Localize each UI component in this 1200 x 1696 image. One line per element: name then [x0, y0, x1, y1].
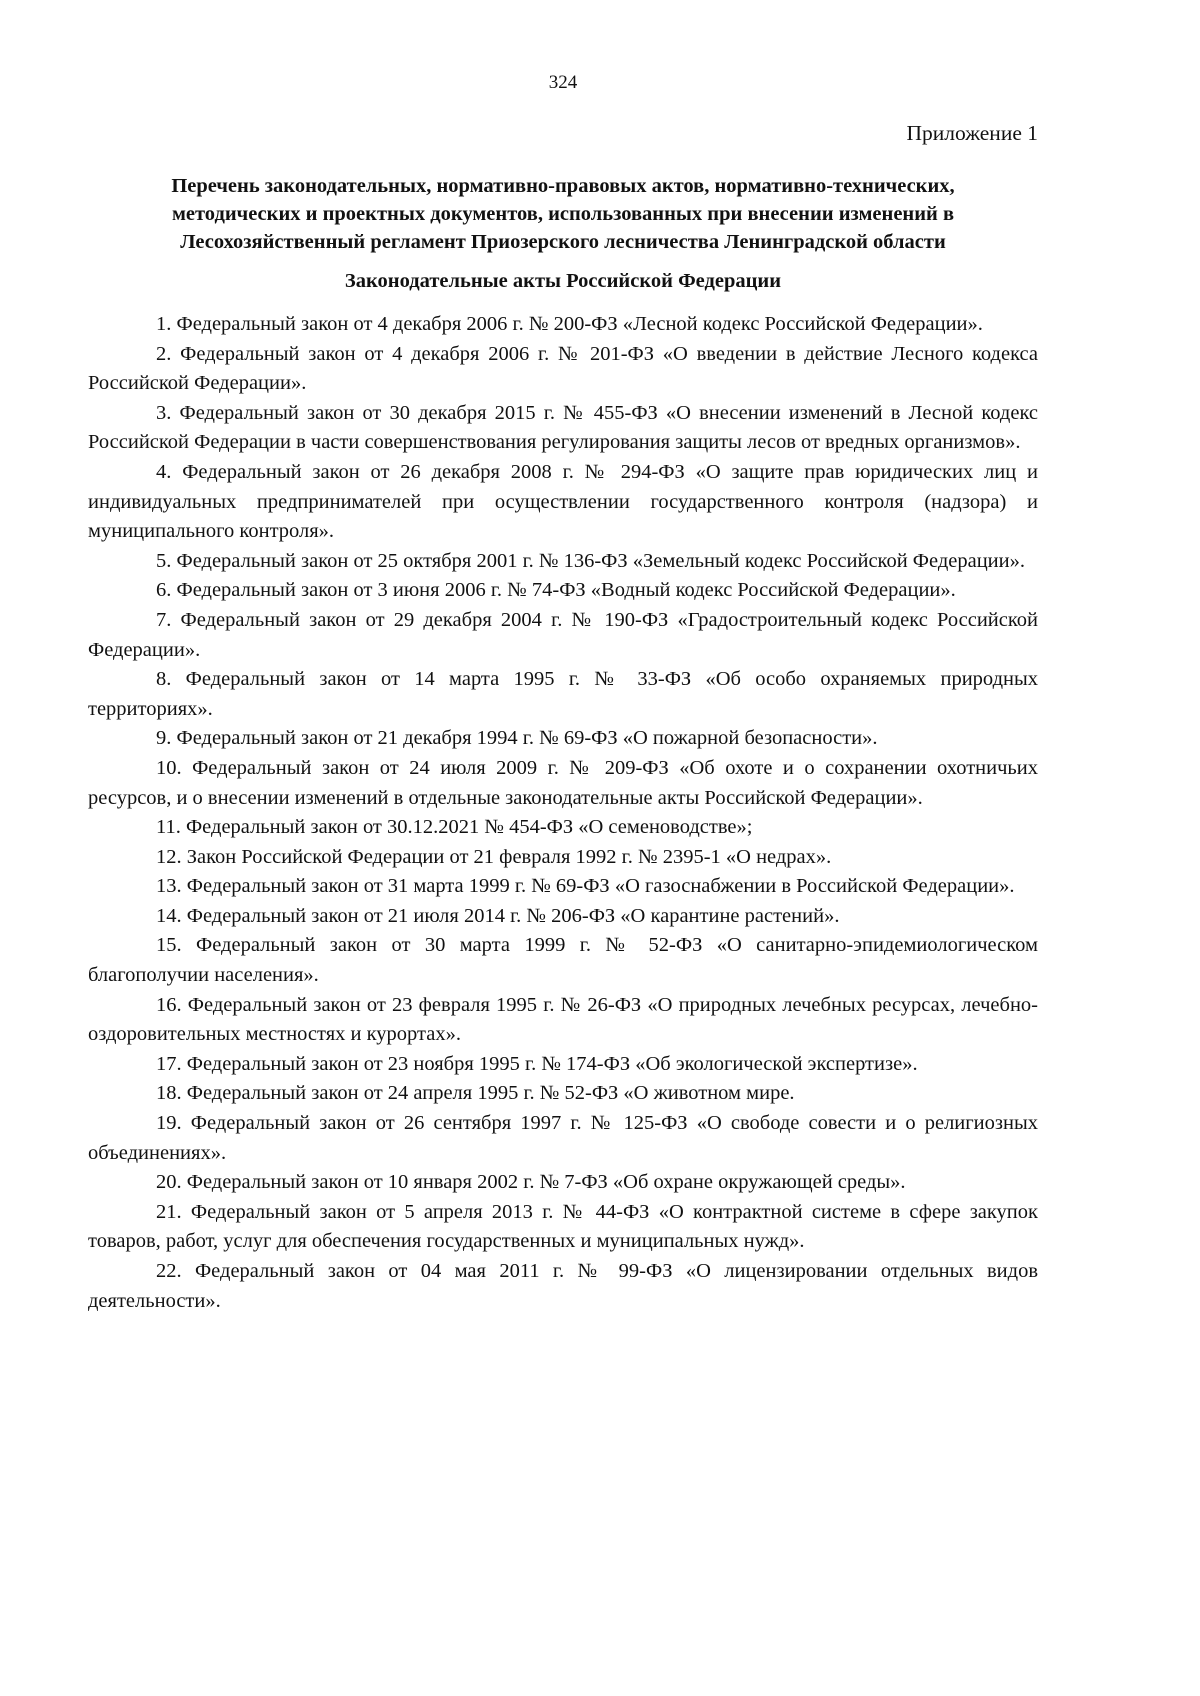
list-item: 13. Федеральный закон от 31 марта 1999 г. № 69-ФЗ «О газоснабжении в Российской Федерации». [156, 875, 1015, 898]
title-line: Перечень законодательных, нормативно-правовых актов, нормативно-технических, [171, 175, 955, 197]
list-item: 16. Федеральный закон от 23 февраля 1995 г. № 26-ФЗ «О природных лечебных ресурсах, лечебно-оздоровительных местностях и курортах». [88, 993, 1038, 1046]
appendix-label: Приложение 1 [906, 121, 1038, 145]
list-item: 19. Федеральный закон от 26 сентября 1997 г. № 125-ФЗ «О свободе совести и о религиозных объединениях». [88, 1112, 1038, 1164]
section-heading: Законодательные акты Российской Федерации [344, 270, 782, 292]
list-item: 9. Федеральный закон от 21 декабря 1994 г. № 69-ФЗ «О пожарной безопасности». [156, 727, 878, 750]
list-item: 7. Федеральный закон от 29 декабря 2004 г. № 190-ФЗ «Градостроительный кодекс Российской Федерации». [88, 608, 1038, 661]
list-item: 20. Федеральный закон от 10 января 2002 г. № 7-ФЗ «Об охране окружающей среды». [156, 1171, 906, 1194]
list-item: 10. Федеральный закон от 24 июля 2009 г. № 209-ФЗ «Об охоте и о сохранении охотничьих ресурсов, и о внесении изменений в отдельные законодательные акты Российской Федерации». [88, 756, 1038, 809]
list-item: 3. Федеральный закон от 30 декабря 2015 г. № 455-ФЗ «О внесении изменений в Лесной кодекс Российской Федерации в части совершенствования регулирования защиты лесов от вредных организмов». [88, 401, 1038, 454]
list-item: 1. Федеральный закон от 4 декабря 2006 г. № 200-ФЗ «Лесной кодекс Российской Федерации». [156, 313, 983, 335]
list-item: 2. Федеральный закон от 4 декабря 2006 г. № 201-ФЗ «О введении в действие Лесного кодекса Российской Федерации». [88, 342, 1038, 395]
list-item: 14. Федеральный закон от 21 июля 2014 г. № 206-ФЗ «О карантине растений». [156, 904, 840, 927]
list-item: 21. Федеральный закон от 5 апреля 2013 г. № 44-ФЗ «О контрактной системе в сфере закупок товаров, работ, услуг для обеспечения государственных и муниципальных нужд». [88, 1200, 1038, 1253]
list-item: 17. Федеральный закон от 23 ноября 1995 г. № 174-ФЗ «Об экологической экспертизе». [156, 1052, 918, 1075]
list-item: 8. Федеральный закон от 14 марта 1995 г. № 33-ФЗ «Об особо охраняемых природных территориях». [88, 668, 1038, 720]
page-number: 324 [548, 72, 578, 93]
title-line: методических и проектных документов, использованных при внесении изменений в [171, 203, 955, 225]
list-item: 6. Федеральный закон от 3 июня 2006 г. № 74-ФЗ «Водный кодекс Российской Федерации». [156, 579, 956, 602]
law-list [88, 310, 1038, 1316]
list-item: 4. Федеральный закон от 26 декабря 2008 г. № 294-ФЗ «О защите прав юридических лиц и индивидуальных предпринимателей при осуществлении государственного контроля (надзора) и муниципального контроля». [88, 460, 1038, 543]
list-item: 11. Федеральный закон от 30.12.2021 № 454-ФЗ «О семеноводстве»; [156, 816, 753, 839]
list-item: 5. Федеральный закон от 25 октября 2001 г. № 136-ФЗ «Земельный кодекс Российской Федерации». [156, 549, 1025, 572]
list-item: 12. Закон Российской Федерации от 21 февраля 1992 г. № 2395-1 «О недрах». [156, 845, 832, 868]
list-item: 15. Федеральный закон от 30 марта 1999 г. № 52-ФЗ «О санитарно-эпидемиологическом благополучии населения». [88, 934, 1038, 987]
title-line: Лесохозяйственный регламент Приозерского лесничества Ленинградской области [180, 231, 946, 253]
list-item: 22. Федеральный закон от 04 мая 2011 г. № 99-ФЗ «О лицензировании отдельных видов деятельности». [88, 1260, 1038, 1312]
list-item: 18. Федеральный закон от 24 апреля 1995 г. № 52-ФЗ «О животном мире. [156, 1082, 795, 1105]
document-title [88, 172, 1038, 256]
